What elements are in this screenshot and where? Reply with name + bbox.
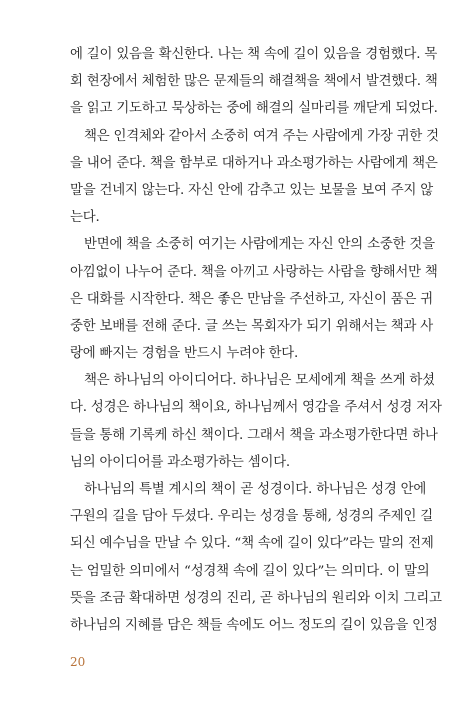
text-line: 아낌없이 나누어 준다. 책을 아끼고 사랑하는 사람을 향해서만 책 [70,264,438,280]
page-number: 20 [70,655,86,669]
text-line: 하나님의 지혜를 담은 책들 속에도 어느 정도의 길이 있음을 인정 [70,617,438,633]
text-line: 을 읽고 기도하고 묵상하는 중에 해결의 실마리를 깨닫게 되었다. [70,101,438,117]
text-line: 책은 인격체와 같아서 소중히 여겨 주는 사람에게 가장 귀한 것 [84,128,439,144]
text-line: 회 현장에서 체험한 많은 문제들의 해결책을 책에서 발견했다. 책 [70,74,438,90]
text-line: 는 엄밀한 의미에서 “성경책 속에 길이 있다”는 의미다. 이 말의 [70,563,430,579]
text-line: 랑에 빠지는 경험을 반드시 누려야 한다. [70,346,299,362]
text-line: 다. 성경은 하나님의 책이요, 하나님께서 영감을 주셔서 성경 저자 [70,400,442,416]
text-line: 하나님의 특별 계시의 책이 곧 성경이다. 하나님은 성경 안에 [84,482,427,497]
body-text [70,41,442,639]
text-line: 님의 아이디어를 과소평가하는 셈이다. [70,454,290,470]
text-line: 되신 예수님을 만날 수 있다. “책 속에 길이 있다”라는 말의 전제 [70,536,434,552]
text-line: 반면에 책을 소중히 여기는 사람에게는 자신 안의 소중한 것을 [84,237,435,253]
text-line: 은 대화를 시작한다. 책은 좋은 만남을 주선하고, 자신이 품은 귀 [70,291,434,307]
text-line: 을 내어 준다. 책을 함부로 대하거나 과소평가하는 사람에게 책은 [70,155,438,171]
text-line: 는다. [70,210,100,226]
text-line: 들을 통해 기록케 하신 책이다. 그래서 책을 과소평가한다면 하나 [70,427,438,443]
text-line: 말을 건네지 않는다. 자신 안에 감추고 있는 보물을 보여 주지 않 [70,182,434,198]
text-line: 중한 보배를 전해 준다. 글 쓰는 목회자가 되기 위해서는 책과 사 [70,318,434,334]
text-line: 책은 하나님의 아이디어다. 하나님은 모세에게 책을 쓰게 하셨 [84,373,435,389]
text-line: 구원의 길을 담아 두셨다. 우리는 성경을 통해, 성경의 주제인 길 [70,509,434,525]
text-line: 에 길이 있음을 확신한다. 나는 책 속에 길이 있음을 경험했다. 목 [70,47,438,62]
text-line: 뜻을 조금 확대하면 성경의 진리, 곧 하나님의 원리와 이치 그리고 [70,590,442,606]
